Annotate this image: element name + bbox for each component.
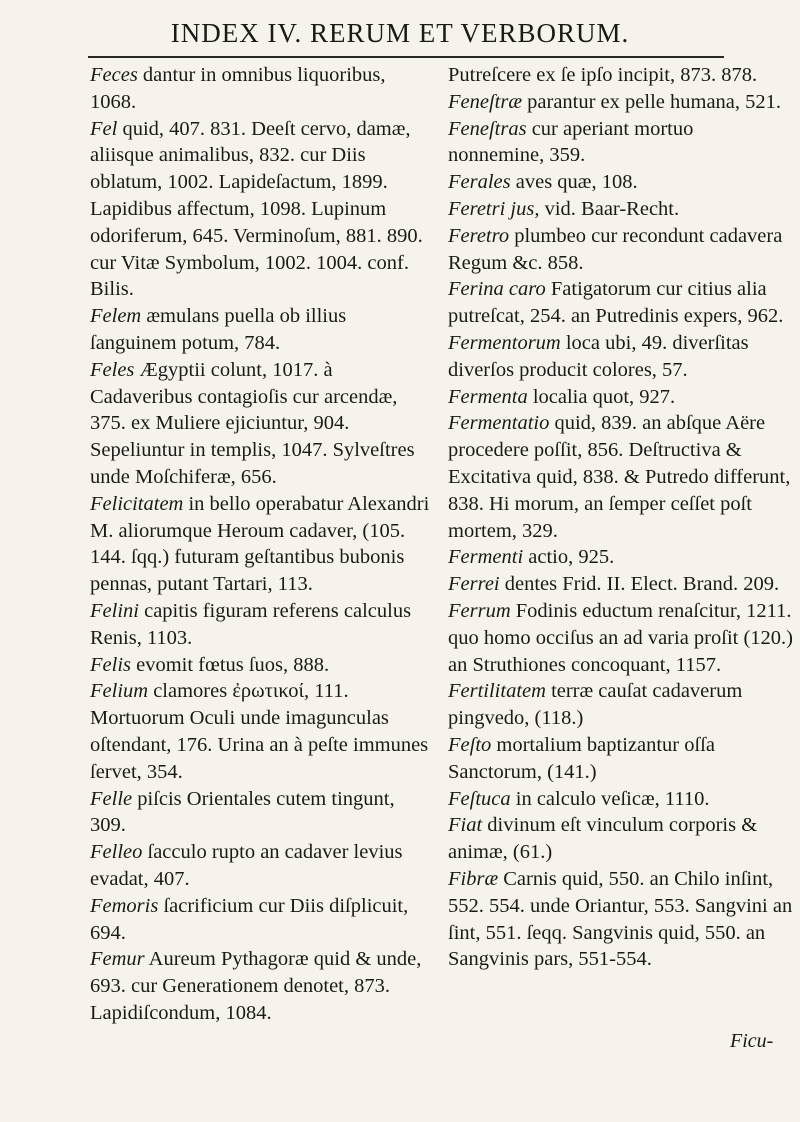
entry-text: ſacculo rupto an cadaver levius evadat, 407. [90, 841, 403, 890]
running-head: INDEX IV. RERUM ET VERBORUM. [170, 18, 630, 48]
entry-headword: Feretri jus, [448, 197, 540, 220]
entry-headword: Ferrei [448, 573, 500, 596]
entry-text: piſcis Orientales cutem tingunt, 309. [90, 787, 395, 837]
index-entry [448, 598, 793, 678]
entry-text: Ægyptii colunt, 1017. à Cadaveribus contagioſis cur arcendæ, 375. ex Muliere ejiciuntur, 904. Sepeliuntur in templis, 1047. Sylveſtres unde Moſchiferæ, 656. [90, 358, 415, 488]
entry-text: terræ cauſat cadaverum pingvedo, (118.) [448, 680, 743, 730]
index-entry [448, 384, 793, 411]
entry-text: vid. Baar-Recht. [539, 197, 680, 220]
entry-headword: Fibræ [448, 867, 499, 890]
entry-headword: Feces [90, 64, 138, 86]
entry-headword: Fermenta [448, 385, 528, 408]
entry-headword: Femoris [90, 894, 159, 917]
index-entry [448, 678, 793, 732]
index-entry [90, 116, 435, 304]
index-entry [448, 732, 793, 786]
entry-headword: Felleo [90, 841, 143, 864]
entry-text: in calculo veſicæ, 1110. [510, 787, 710, 810]
entry-text: æmulans puella ob illius ſanguinem potum, 784. [90, 305, 347, 354]
index-entry [448, 223, 793, 277]
entry-headword: Ferina caro [448, 278, 546, 301]
entry-text: Putreſcere ex ſe ipſo incipit, 873. 878. [448, 64, 758, 86]
index-entry [448, 330, 793, 384]
entry-text: dentes Frid. II. Elect. Brand. 209. [499, 573, 780, 596]
entry-text: cur aperiant mortuo nonnemine, 359. [448, 117, 694, 167]
right-column [448, 62, 793, 973]
index-entry [90, 946, 435, 1026]
entry-text: mortalium baptizantur oſſa Sanctorum, (141.) [448, 733, 715, 783]
entry-headword: Feretro [448, 224, 510, 247]
entry-text: quid, 839. an abſque Aëre procedere poſſit, 856. Deſtructiva & Excitativa quid, 838. & Putredo differunt, 838. Hi morum, an ſemper ceſſet poſt mortem, 329. [448, 412, 791, 542]
entry-text: localia quot, 927. [527, 385, 676, 408]
entry-headword: Felem [90, 305, 142, 328]
index-entry [90, 303, 435, 357]
index-entry [448, 410, 793, 544]
entry-text: capitis figuram referens calculus Renis, 1103. [90, 599, 412, 649]
entry-headword: Felini [90, 599, 139, 622]
index-entry [90, 786, 435, 840]
index-entry [90, 652, 435, 679]
entry-text: plumbeo cur recondunt cadavera Regum &c. 858. [448, 224, 783, 274]
index-entry [448, 812, 793, 866]
index-entry [90, 62, 435, 116]
index-entry [448, 571, 793, 598]
index-entry [90, 357, 435, 491]
entry-headword: Felicitatem [90, 492, 184, 515]
index-entry [90, 491, 435, 598]
entry-headword: Femur [90, 948, 145, 971]
index-entry [448, 62, 793, 89]
entry-headword: Fermentorum [448, 331, 561, 354]
entry-headword: Feſtuca [448, 787, 511, 810]
entry-text: parantur ex pelle humana, 521. [522, 90, 782, 113]
index-entry [448, 544, 793, 571]
index-entry [90, 598, 435, 652]
entry-text: Carnis quid, 550. an Chilo inſint, 552. 554. unde Oriantur, 553. Sangvini an ſint, 551. ſeqq. Sangvinis quid, 550. an Sangvinis pars, 551-554. [448, 867, 793, 971]
entry-headword: Ferales [448, 171, 511, 194]
entry-headword: Fermenti [448, 546, 524, 569]
entry-text: clamores ἐρωτικοί, 111. Mortuorum Oculi unde imagunculas oſtendant, 176. Urina an à peſte immunes ſervet, 354. [90, 680, 429, 783]
header-rule [88, 56, 724, 58]
index-entry [448, 866, 793, 973]
entry-text: aves quæ, 108. [510, 171, 638, 194]
entry-headword: Felium [90, 680, 149, 703]
entry-headword: Feſto [448, 733, 492, 756]
index-entry [448, 169, 793, 196]
entry-headword: Felis [90, 653, 131, 676]
entry-text: dantur in omnibus liquoribus, 1068. [90, 64, 386, 113]
entry-text: Aureum Pythagoræ quid & unde, 693. cur Generationem denotet, 873. Lapidiſcondum, 1084. [90, 948, 422, 1024]
index-entry [90, 678, 435, 785]
index-entry [448, 196, 793, 223]
entry-text: divinum eſt vinculum corporis & animæ, (61.) [448, 814, 758, 864]
entry-text: quid, 407. 831. Deeſt cervo, damæ, aliisque animalibus, 832. cur Diis oblatum, 1002. Lapideſactum, 1899. Lapidibus affectum, 1098. Lupinum odoriferum, 645. Verminoſum, 881. 890. cur Vitæ Symbolum, 1002. 1004. conf. Bilis. [90, 117, 423, 301]
index-entry [448, 786, 793, 813]
index-entry [448, 89, 793, 116]
index-entry [90, 839, 435, 893]
entry-headword: Fel [90, 117, 118, 140]
entry-headword: Fertilitatem [448, 680, 546, 703]
entry-text: loca ubi, 49. diverſitas diverſos producit colores, 57. [448, 331, 749, 381]
catchword: Ficu- [730, 1030, 774, 1052]
entry-headword: Feneſtræ [448, 90, 523, 113]
entry-text: Fatigatorum cur citius alia putreſcat, 254. an Putredinis expers, 962. [448, 278, 784, 328]
entry-headword: Feneſtras [448, 117, 527, 140]
entry-headword: Feles [90, 358, 135, 381]
entry-text: actio, 925. [523, 546, 615, 569]
entry-headword: Fiat [448, 814, 483, 837]
entry-text: Fodinis eductum renaſcitur, 1211. quo homo occiſus an ad varia proſit (120.) an Struthiones concoquant, 1157. [448, 599, 793, 676]
entry-text: ſacrificium cur Diis diſplicuit, 694. [90, 894, 409, 944]
index-entry [90, 893, 435, 947]
left-column [90, 62, 435, 1027]
entry-text: in bello operabatur Alexandri M. aliorumque Heroum cadaver, (105. 144. ſqq.) futuram geſtantibus bubonis pennas, putant Tartari, 113. [90, 492, 430, 596]
entry-headword: Ferrum [448, 599, 511, 622]
index-entry [448, 276, 793, 330]
entry-text: evomit fœtus ſuos, 888. [131, 653, 330, 676]
entry-headword: Felle [90, 787, 133, 810]
entry-headword: Fermentatio [448, 412, 550, 435]
index-entry [448, 116, 793, 170]
